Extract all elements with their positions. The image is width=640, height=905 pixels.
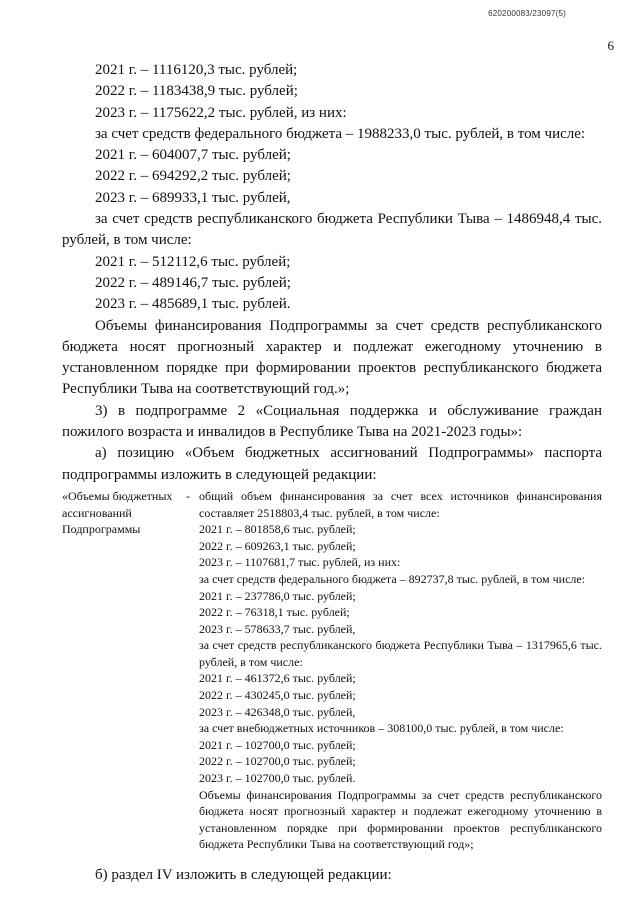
item-3-paragraph: 3) в подпрограмме 2 «Социальная поддержка и обслуживание граждан пожилого возраста и инвалидов в Республике Тыва на 2021-2023 годы»: — [62, 402, 602, 441]
republic-budget-paragraph: за счет средств республиканского бюджета Республики Тыва – 1486948,4 тыс. рублей, в том числе: — [62, 211, 602, 249]
item-b-paragraph: б) раздел IV изложить в следующей редакции: — [95, 867, 392, 883]
year-line: 2021 г. – 604007,7 тыс. рублей; — [95, 147, 291, 164]
document-number: 620200083/23097(5) — [488, 9, 566, 18]
year-line: 2021 г. – 102700,0 тыс. рублей; — [199, 737, 356, 752]
year-line: 2022 г. – 694292,2 тыс. рублей; — [95, 168, 291, 185]
year-line: 2023 г. – 102700,0 тыс. рублей. — [199, 771, 356, 786]
item-a-paragraph: а) позицию «Объем бюджетных ассигнований Подпрограммы» паспорта подпрограммы изложить в следующей редакции: — [62, 445, 602, 483]
year-line: 2021 г. – 512112,6 тыс. рублей; — [95, 253, 291, 270]
federal-budget-text: за счет средств федерального бюджета – 892737,8 тыс. рублей, в том числе: — [199, 571, 586, 586]
year-line: 2023 г. – 1107681,7 тыс. рублей, из них: — [199, 555, 401, 570]
total-financing-text: общий объем финансирования за счет всех источников финансирования составляет 2518803,4 тыс. рублей, в том числе: — [199, 488, 602, 520]
volumes-note-paragraph: Объемы финансирования Подпрограммы за счет средств республиканского бюджета носят прогнозный характер и подлежат ежегодному уточнению в установленном порядке при формировании проектов республиканского бюджета Республики Тыва на соответствующий год.»; — [62, 317, 602, 398]
page-number: 6 — [607, 38, 614, 53]
year-line: 2022 г. – 609263,1 тыс. рублей; — [199, 538, 356, 553]
document-body — [62, 60, 602, 886]
year-line: 2023 г. – 426348,0 тыс. рублей, — [199, 704, 356, 719]
year-line: 2022 г. – 76318,1 тыс. рублей; — [199, 605, 350, 620]
year-line: 2022 г. – 430245,0 тыс. рублей; — [199, 688, 356, 703]
year-line: 2022 г. – 489146,7 тыс. рублей; — [95, 274, 291, 291]
year-line: 2023 г. – 578633,7 тыс. рублей, — [199, 621, 356, 636]
year-line: 2021 г. – 801858,6 тыс. рублей; — [199, 522, 356, 537]
year-line: 2021 г. – 1116120,3 тыс. рублей; — [95, 62, 298, 78]
year-line: 2023 г. – 485689,1 тыс. рублей. — [95, 296, 291, 313]
passport-table — [62, 488, 602, 853]
federal-budget-line: за счет средств федерального бюджета – 1988233,0 тыс. рублей, в том числе: — [95, 125, 586, 142]
year-line: 2023 г. – 1175622,2 тыс. рублей, из них: — [95, 104, 347, 121]
passport-content — [199, 488, 602, 853]
passport-dash: - — [186, 488, 190, 503]
republic-budget-text: за счет средств республиканского бюджета Республики Тыва – 1317965,6 тыс. рублей, в том числе: — [199, 638, 602, 669]
year-line: 2021 г. – 461372,6 тыс. рублей; — [199, 671, 356, 686]
year-line: 2023 г. – 689933,1 тыс. рублей, — [95, 189, 291, 206]
year-line: 2022 г. – 102700,0 тыс. рублей; — [199, 754, 356, 769]
year-line: 2022 г. – 1183438,9 тыс. рублей; — [95, 83, 298, 100]
extra-budget-text: за счет внебюджетных источников – 308100,0 тыс. рублей, в том числе: — [199, 721, 564, 736]
passport-label: «Объемы бюджетных ассигнований Подпрограммы — [62, 488, 173, 537]
passport-note-text: Объемы финансирования Подпрограммы за счет средств республиканского бюджета носят прогнозный характер и подлежат ежегодному уточнению в установленном порядке при формировании проектов республиканского бюджета Республики Тыва на соответствующий год»; — [199, 787, 602, 852]
year-line: 2021 г. – 237786,0 тыс. рублей; — [199, 588, 356, 603]
